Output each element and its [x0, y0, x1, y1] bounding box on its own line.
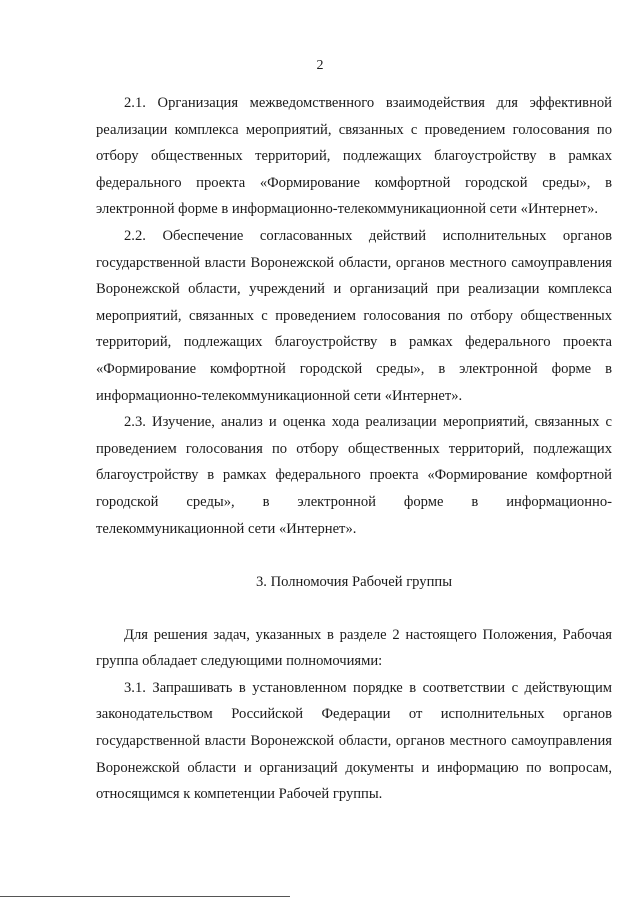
footnote-divider	[0, 896, 290, 897]
document-body	[96, 90, 612, 808]
paragraph-2-2: 2.2. Обеспечение согласованных действий исполнительных органов государственной власти Воронежской области, органов местного самоуправления Воронежской области, учреждений и организаций при реализации комплекса мероприятий, связанных с проведением голосования по отбору общественных территорий, подлежащих благоустройству в рамках федерального проекта «Формирование комфортной городской среды», в электронной форме в информационно-телекоммуникационной сети «Интернет».	[96, 227, 612, 404]
section-heading-3: 3. Полномочия Рабочей группы	[255, 574, 453, 591]
page-number: 2	[316, 58, 324, 73]
paragraph-2-1: 2.1. Организация межведомственного взаимодействия для эффективной реализации комплекса мероприятий, связанных с проведением голосования по отбору общественных территорий, подлежащих благоустройству в рамках федерального проекта «Формирование комфортной городской среды», в электронной форме в информационно-телекоммуникационной сети «Интернет».	[96, 95, 612, 218]
paragraph-3-intro: Для решения задач, указанных в разделе 2 настоящего Положения, Рабочая группа обладает следующими полномочиями:	[96, 626, 612, 670]
paragraph-3-1: 3.1. Запрашивать в установленном порядке в соответствии с действующим законодательством Российской Федерации от исполнительных органов государственной власти Воронежской области, органов местного самоуправления Воронежской области и организаций документы и информацию по вопросам, относящимся к компетенции Рабочей группы.	[96, 679, 612, 803]
paragraph-2-3: 2.3. Изучение, анализ и оценка хода реализации мероприятий, связанных с проведением голосования по отбору общественных территорий, подлежащих благоустройству в рамках федерального проекта «Формирование комфортной городской среды», в электронной форме в информационно-телекоммуникационной сети «Интернет».	[96, 414, 612, 537]
